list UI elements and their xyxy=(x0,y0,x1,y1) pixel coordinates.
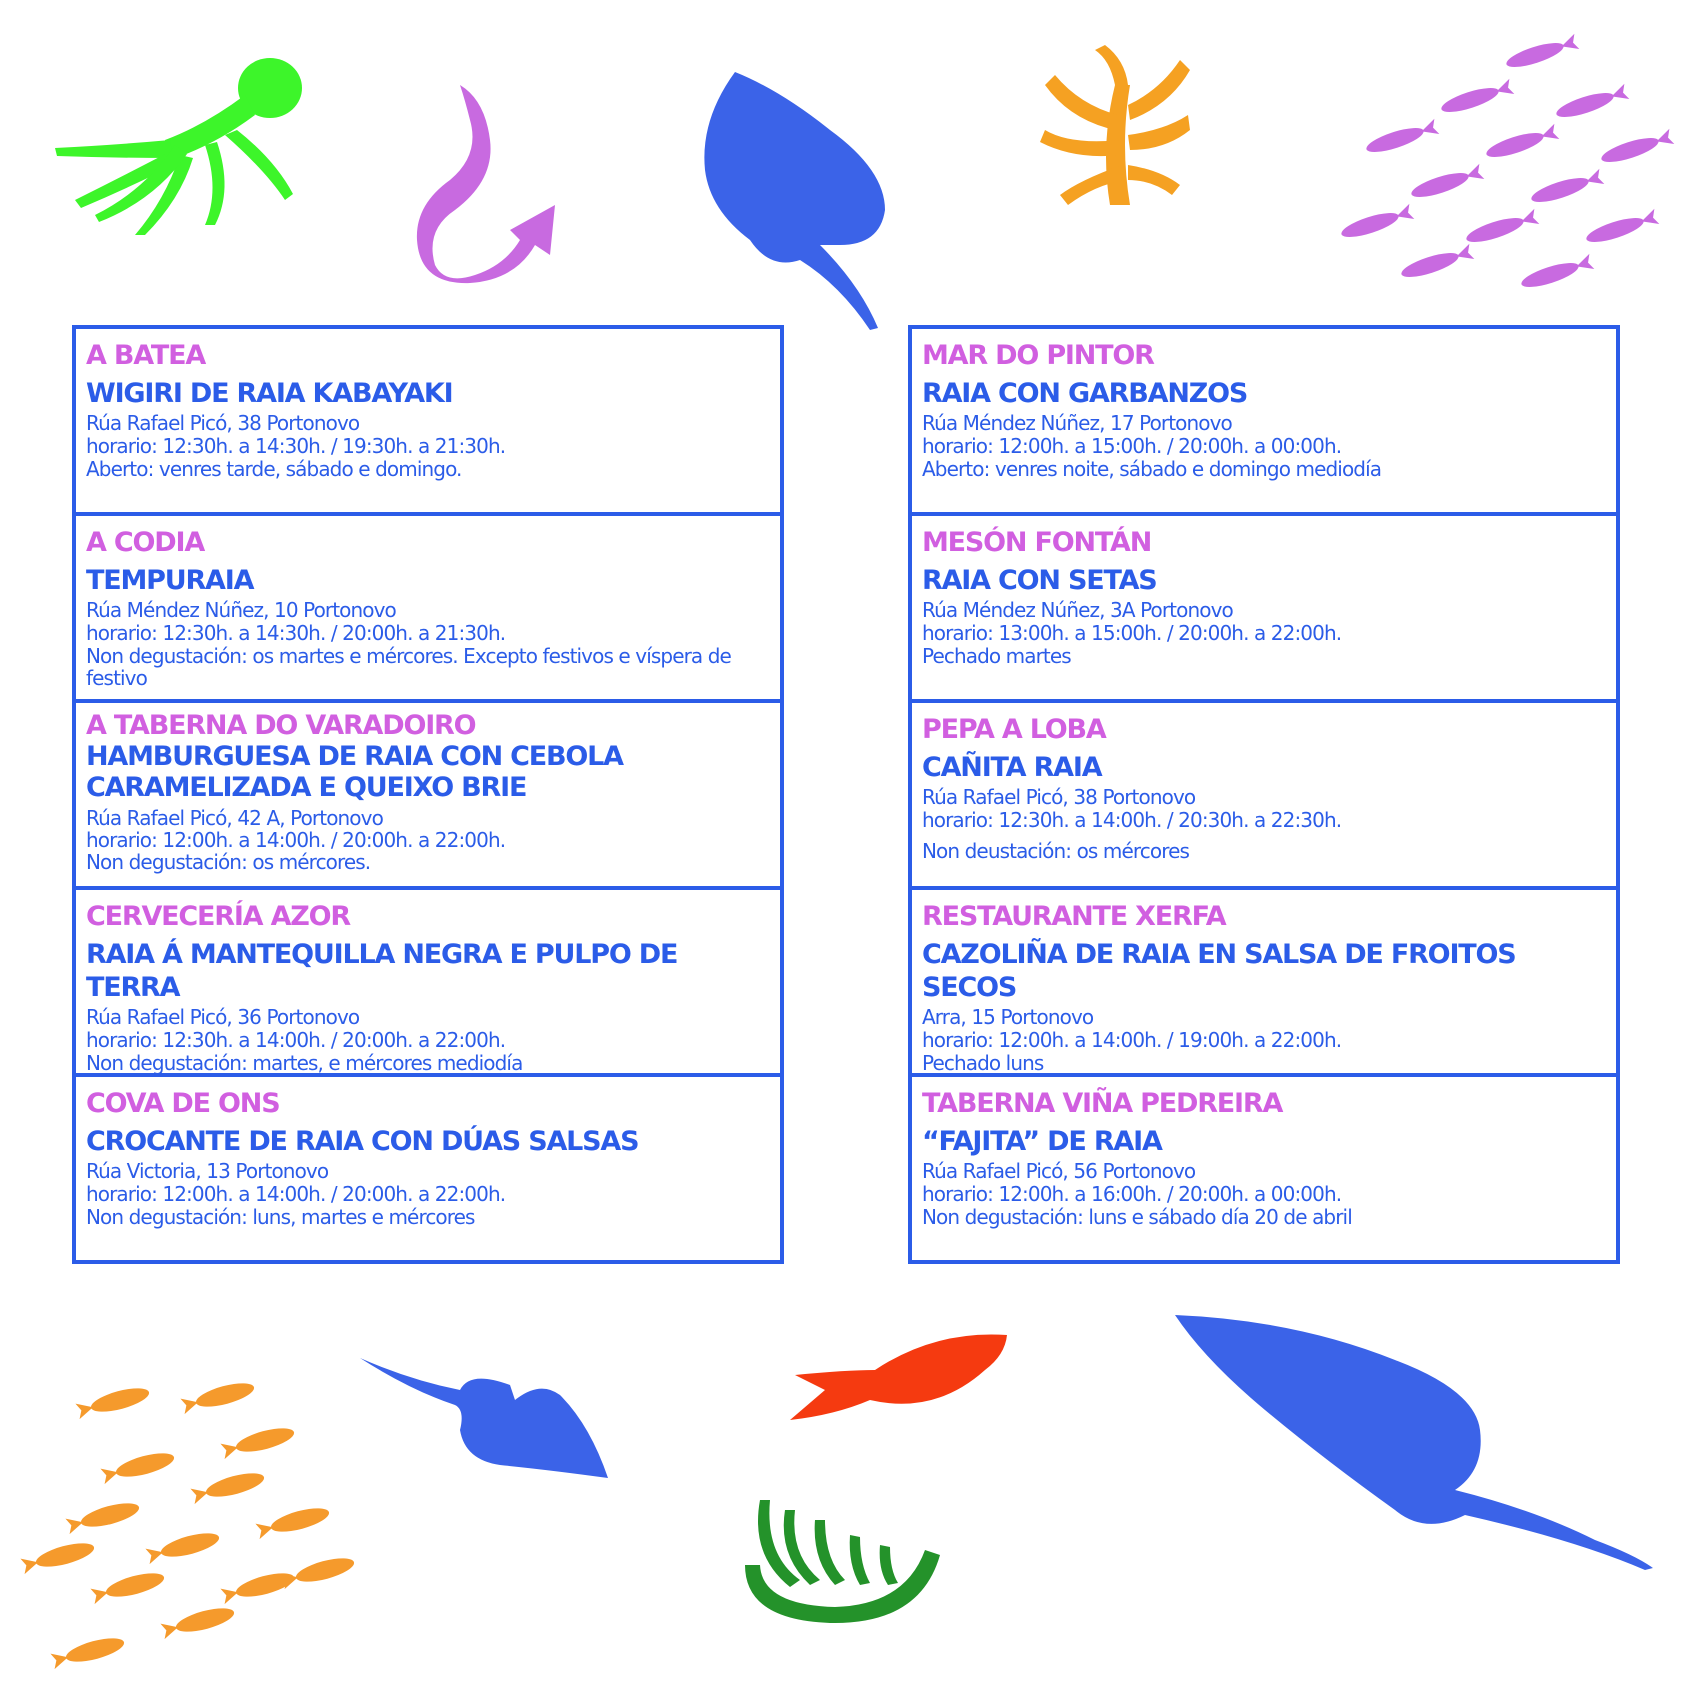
restaurant-name: A TABERNA DO VARADOIRO xyxy=(86,710,476,741)
restaurant-list-left xyxy=(72,325,784,1264)
restaurant-name: MAR DO PINTOR xyxy=(922,340,1154,371)
hours: horario: 13:00h. a 15:00h. / 20:00h. a 22:00h. xyxy=(922,621,1342,645)
note: Pechado martes xyxy=(922,644,1071,668)
dish-name: RAIA CON GARBANZOS xyxy=(922,378,1248,409)
eel-icon xyxy=(415,80,560,285)
hours: horario: 12:00h. a 14:00h. / 20:00h. a 22:00h. xyxy=(86,1182,506,1206)
address: Rúa Rafael Picó, 38 Portonovo xyxy=(922,785,1196,809)
note: Aberto: venres noite, sábado e domingo mediodía xyxy=(922,457,1382,481)
fish-icon xyxy=(785,1330,1010,1430)
restaurant-name: A BATEA xyxy=(86,340,206,371)
restaurant-name: MESÓN FONTÁN xyxy=(922,527,1152,558)
restaurant-name: CERVECERÍA AZOR xyxy=(86,901,350,932)
note: Aberto: venres tarde, sábado e domingo. xyxy=(86,457,462,481)
address: Rúa Rafael Picó, 38 Portonovo xyxy=(86,411,360,435)
dish-name: TEMPURAIA xyxy=(86,565,254,596)
restaurant-list-right xyxy=(908,325,1620,1264)
address: Rúa Victoria, 13 Portonovo xyxy=(86,1159,329,1183)
restaurant-name: COVA DE ONS xyxy=(86,1088,280,1119)
hours: horario: 12:30h. a 14:00h. / 20:00h. a 22:00h. xyxy=(86,1028,506,1052)
restaurant-card xyxy=(912,516,1616,703)
hours: horario: 12:00h. a 14:00h. / 19:00h. a 22:00h. xyxy=(922,1028,1342,1052)
dish-name: CAZOLIÑA DE RAIA EN SALSA DE FROITOS SECOS xyxy=(922,939,1516,1003)
restaurant-card xyxy=(912,890,1616,1077)
restaurant-card xyxy=(76,1077,780,1260)
hours: horario: 12:00h. a 15:00h. / 20:00h. a 00:00h. xyxy=(922,434,1342,458)
restaurant-card xyxy=(76,703,780,890)
dish-name: RAIA CON SETAS xyxy=(922,565,1157,596)
hours: horario: 12:00h. a 14:00h. / 20:00h. a 22:00h. xyxy=(86,828,506,852)
fish-school-icon xyxy=(15,1370,365,1680)
address: Rúa Méndez Núñez, 17 Portonovo xyxy=(922,411,1232,435)
note: Non deustación: os mércores xyxy=(922,839,1190,863)
stingray-icon xyxy=(360,1350,610,1480)
stingray-icon xyxy=(700,70,890,330)
hours: horario: 12:30h. a 14:30h. / 19:30h. a 21:30h. xyxy=(86,434,506,458)
note: Non degustación: os mércores. xyxy=(86,850,371,874)
dish-name: CROCANTE DE RAIA CON DÚAS SALSAS xyxy=(86,1126,639,1157)
dish-name: CAÑITA RAIA xyxy=(922,752,1102,783)
restaurant-name: RESTAURANTE XERFA xyxy=(922,901,1226,932)
note: Pechado luns xyxy=(922,1051,1044,1075)
dish-name: RAIA Á MANTEQUILLA NEGRA E PULPO DE TERRA xyxy=(86,939,678,1003)
restaurant-card xyxy=(912,703,1616,890)
fish-school-icon xyxy=(1320,30,1680,300)
address: Rúa Rafael Picó, 56 Portonovo xyxy=(922,1159,1196,1183)
hours: horario: 12:30h. a 14:30h. / 20:00h. a 21:30h. xyxy=(86,621,506,645)
dish-name: “FAJITA” DE RAIA xyxy=(922,1126,1162,1157)
octopus-icon xyxy=(55,50,310,235)
address: Arra, 15 Portonovo xyxy=(922,1005,1094,1029)
address: Rúa Rafael Picó, 36 Portonovo xyxy=(86,1005,360,1029)
address: Rúa Méndez Núñez, 3A Portonovo xyxy=(922,598,1233,622)
restaurant-name: A CODIA xyxy=(86,527,205,558)
hours: horario: 12:30h. a 14:00h. / 20:30h. a 22:30h. xyxy=(922,808,1342,832)
restaurant-card xyxy=(912,1077,1616,1260)
restaurant-name: PEPA A LOBA xyxy=(922,714,1106,745)
stingray-icon xyxy=(1175,1310,1655,1570)
restaurant-card xyxy=(76,329,780,516)
coral-icon xyxy=(1040,45,1190,210)
hours: horario: 12:00h. a 16:00h. / 20:00h. a 00:00h. xyxy=(922,1182,1342,1206)
address: Rúa Rafael Picó, 42 A, Portonovo xyxy=(86,806,383,830)
note: Non degustación: luns, martes e mércores xyxy=(86,1205,475,1229)
address: Rúa Méndez Núñez, 10 Portonovo xyxy=(86,598,396,622)
restaurant-card xyxy=(76,890,780,1077)
restaurant-card xyxy=(76,516,780,703)
note: Non degustación: os martes e mércores. Excepto festivos e víspera de festivo xyxy=(86,644,731,690)
shell-icon xyxy=(740,1495,945,1625)
dish-name: HAMBURGUESA DE RAIA CON CEBOLA CARAMELIZADA E QUEIXO BRIE xyxy=(86,741,623,803)
note: Non degustación: martes, e mércores mediodía xyxy=(86,1051,523,1075)
restaurant-name: TABERNA VIÑA PEDREIRA xyxy=(922,1088,1283,1119)
restaurant-card xyxy=(912,329,1616,516)
note: Non degustación: luns e sábado día 20 de abril xyxy=(922,1205,1352,1229)
dish-name: WIGIRI DE RAIA KABAYAKI xyxy=(86,378,453,409)
